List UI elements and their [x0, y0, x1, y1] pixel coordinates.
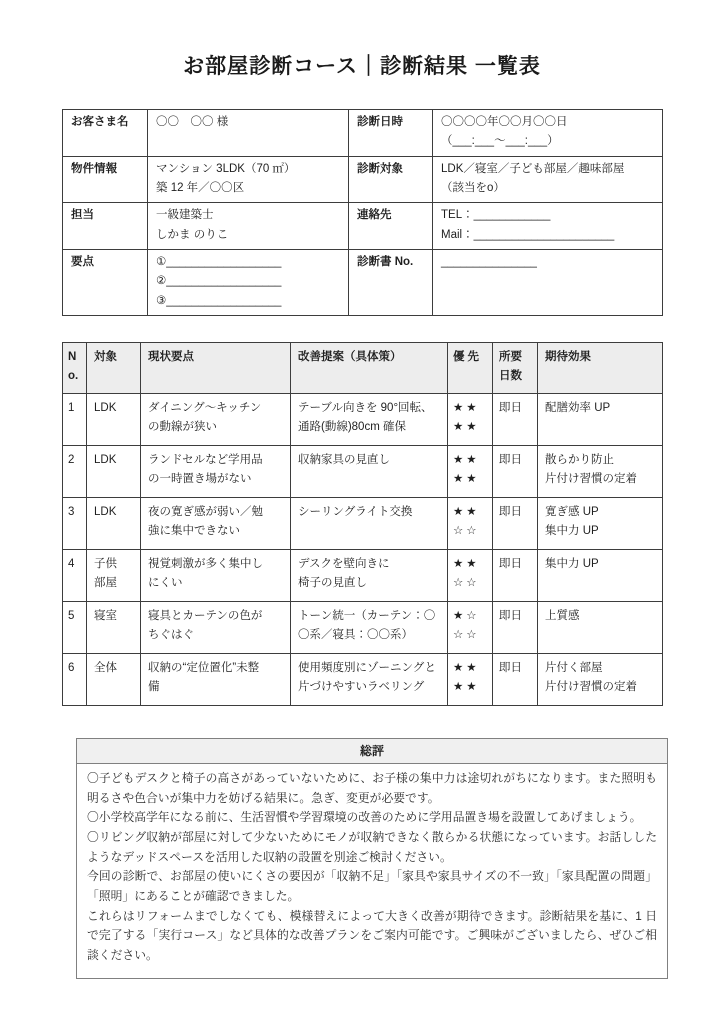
text-line: 〇〇〇〇年〇〇月〇〇日: [441, 116, 568, 128]
cell-proposal: [291, 445, 448, 497]
cell-days: 即日: [493, 497, 538, 549]
text-line: 子供: [94, 557, 117, 570]
text-line: LDK: [94, 401, 117, 414]
priority-stars: ☆☆: [453, 577, 480, 590]
text-line: 片付く部屋: [545, 661, 603, 674]
text-line: 通路(動線)80cm 確保: [298, 421, 406, 434]
col-header-days: 所要日数: [493, 342, 538, 393]
diagnosis-row: [63, 601, 663, 653]
cell-priority: [448, 497, 493, 549]
cell-proposal: [291, 601, 448, 653]
priority-stars: ★☆: [453, 609, 480, 622]
text-line: 片付け習慣の定着: [545, 473, 637, 486]
report-no-value: [433, 249, 663, 315]
cell-target: [87, 653, 141, 705]
cell-proposal: [291, 653, 448, 705]
customer-name-value: [148, 110, 349, 157]
page-title: お部屋診断コース｜診断結果 一覧表: [183, 55, 541, 78]
cell-no: 6: [63, 653, 87, 705]
summary-heading: 総評: [77, 739, 667, 764]
key-point-blank-line: ①__________________: [156, 255, 282, 268]
priority-stars: ★★: [453, 453, 480, 466]
diagnosis-row: [63, 393, 663, 445]
cell-priority: [448, 445, 493, 497]
text-line: の一時置き場がない: [148, 473, 252, 486]
text-line: にくい: [148, 577, 183, 590]
text-line: マンション 3LDK（70 ㎡）: [156, 162, 296, 175]
col-header-target: 対象: [87, 342, 141, 393]
report-no-label: 診断書 No.: [349, 249, 433, 315]
cell-no: 5: [63, 601, 87, 653]
text-line: 上質感: [545, 609, 580, 622]
cell-target: [87, 497, 141, 549]
cell-no: 2: [63, 445, 87, 497]
text-line: LDK: [94, 453, 117, 466]
cell-priority: [448, 653, 493, 705]
cell-effect: [538, 549, 663, 601]
col-header-proposal: 改善提案（具体策）: [291, 342, 448, 393]
text-line: 視覚刺激が多く集中し: [148, 557, 263, 570]
cell-days: 即日: [493, 653, 538, 705]
col-header-no: No.: [63, 342, 87, 393]
text-line: 片づけやすいラベリング: [298, 681, 425, 694]
diagnosis-row: [63, 445, 663, 497]
cell-no: 3: [63, 497, 87, 549]
text-line: 一級建築士: [156, 209, 214, 222]
cell-target: [87, 393, 141, 445]
cell-effect: [538, 445, 663, 497]
cell-no: 4: [63, 549, 87, 601]
cell-current-issue: [141, 445, 291, 497]
cell-current-issue: [141, 653, 291, 705]
cell-days: 即日: [493, 601, 538, 653]
text-line: しかま のりこ: [156, 228, 229, 241]
cell-proposal: [291, 393, 448, 445]
cell-effect: [538, 393, 663, 445]
summary-paragraph: これらはリフォームまでしなくても、模様替えによって大きく改善が期待できます。診断結果を基に、1 日で完了する「実行コース」など具体的な改善プランをご案内可能です。ご興味がございましたら、ぜひご相談ください。: [87, 908, 657, 963]
diagnosis-datetime-value: [433, 110, 663, 157]
text-line: 〇系／寝具：〇〇系）: [298, 629, 413, 642]
contact-label: 連絡先: [349, 203, 433, 250]
priority-stars: ★★: [453, 505, 480, 518]
property-info-value: [148, 156, 349, 203]
customer-info-table: [62, 109, 663, 316]
text-line: 強に集中できない: [148, 525, 240, 538]
summary-body: [77, 764, 667, 978]
priority-stars: ☆☆: [453, 525, 480, 538]
text-line: 散らかり防止: [545, 453, 614, 466]
text-line: 部屋: [94, 577, 117, 590]
text-line: の動線が狭い: [148, 421, 217, 434]
cell-proposal: [291, 497, 448, 549]
cell-days: 即日: [493, 549, 538, 601]
text-line: トーン統一（カーテン：〇: [298, 609, 436, 622]
cell-effect: [538, 497, 663, 549]
text-line: ランドセルなど学用品: [148, 453, 263, 466]
text-line: 全体: [94, 661, 117, 674]
text-line: 集中力 UP: [545, 557, 599, 570]
cell-days: 即日: [493, 445, 538, 497]
priority-stars: ★★: [453, 401, 480, 414]
key-points-value: [148, 249, 349, 315]
info-row-staff: [63, 203, 663, 250]
text-line: 収納家具の見直し: [298, 453, 390, 466]
customer-name-label: お客さま名: [63, 110, 148, 157]
text-line: デスクを壁向きに: [298, 557, 390, 570]
text-line: 〇〇 〇〇 様: [156, 116, 229, 128]
cell-target: [87, 549, 141, 601]
staff-label: 担当: [63, 203, 148, 250]
key-point-blank-line: ②__________________: [156, 275, 282, 288]
text-line: 配膳効率 UP: [545, 401, 611, 414]
text-line: 夜の寛ぎ感が弱い／勉: [148, 505, 263, 518]
cell-priority: [448, 601, 493, 653]
text-line: LDK: [94, 505, 117, 518]
priority-stars: ☆☆: [453, 629, 480, 642]
text-line: 椅子の見直し: [298, 577, 367, 590]
cell-effect: [538, 601, 663, 653]
info-row-customer: [63, 110, 663, 157]
col-header-priority: 優先: [448, 342, 493, 393]
text-line: 築 12 年／〇〇区: [156, 181, 245, 194]
priority-stars: ★★: [453, 557, 480, 570]
text-line: 備: [148, 681, 160, 694]
cell-priority: [448, 549, 493, 601]
diagnosis-target-label: 診断対象: [349, 156, 433, 203]
col-header-effect: 期待効果: [538, 342, 663, 393]
text-line: ダイニング～キッチン: [148, 401, 262, 414]
tel-blank-line: TEL：____________: [441, 209, 551, 222]
diagnosis-row: [63, 549, 663, 601]
key-points-label: 要点: [63, 249, 148, 315]
text-line: 収納の“定位置化”未整: [148, 661, 260, 674]
cell-priority: [448, 393, 493, 445]
summary-paragraph: 〇小学校高学年になる前に、生活習慣や学習環境の改善のために学用品置き場を設置してあげましょう。: [87, 810, 642, 825]
diagnosis-result-table: [62, 342, 663, 706]
report-no-blank-line: _______________: [441, 255, 537, 268]
diagnosis-row: [63, 497, 663, 549]
diagnosis-header-row: [63, 342, 663, 393]
key-point-blank-line: ③__________________: [156, 294, 282, 307]
text-line: テーブル向きを 90°回転、: [298, 401, 433, 414]
text-line: 集中力 UP: [545, 525, 599, 538]
cell-target: [87, 601, 141, 653]
info-row-key-points: [63, 249, 663, 315]
cell-effect: [538, 653, 663, 705]
diagnosis-datetime-label: 診断日時: [349, 110, 433, 157]
cell-target: [87, 445, 141, 497]
property-info-label: 物件情報: [63, 156, 148, 203]
cell-current-issue: [141, 549, 291, 601]
summary-paragraph: 〇リビング収納が部屋に対して少ないためにモノが収納できなく散らかる状態になっています。お話ししたようなデッドスペースを活用した収納の設置を別途ご検討ください。: [87, 829, 657, 864]
text-line: （該当をo）: [441, 181, 505, 194]
contact-value: [433, 203, 663, 250]
summary-paragraph: 〇子どもデスクと椅子の高さがあっていないために、お子様の集中力は途切れがちになります。また照明も明るさや色合いが集中力を妨げる結果に。急ぎ、変更が必要です。: [87, 770, 657, 805]
text-line: 使用頻度別にゾーニングと: [298, 661, 436, 674]
text-line: （___:___～___:___）: [441, 135, 559, 148]
priority-stars: ★★: [453, 421, 480, 434]
summary-section: [76, 738, 668, 979]
cell-current-issue: [141, 601, 291, 653]
text-line: 片付け習慣の定着: [545, 681, 637, 694]
priority-stars: ★★: [453, 681, 480, 694]
diagnosis-row: [63, 653, 663, 705]
text-line: 寝具とカーテンの色が: [148, 609, 263, 622]
text-line: 寛ぎ感 UP: [545, 505, 599, 518]
text-line: LDK／寝室／子ども部屋／趣味部屋: [441, 162, 625, 175]
cell-current-issue: [141, 497, 291, 549]
summary-paragraph: 今回の診断で、お部屋の使いにくさの要因が「収納不足」「家具や家具サイズの不一致」「家具配置の問題」「照明」にあることが確認できました。: [87, 869, 657, 904]
priority-stars: ★★: [453, 661, 480, 674]
cell-no: 1: [63, 393, 87, 445]
info-row-property: [63, 156, 663, 203]
mail-blank-line: Mail：______________________: [441, 228, 615, 241]
cell-current-issue: [141, 393, 291, 445]
staff-value: [148, 203, 349, 250]
diagnosis-target-value: [433, 156, 663, 203]
cell-days: 即日: [493, 393, 538, 445]
col-header-current-issue: 現状要点: [141, 342, 291, 393]
text-line: ちぐはぐ: [148, 629, 194, 642]
text-line: 寝室: [94, 609, 117, 622]
priority-stars: ★★: [453, 473, 480, 486]
text-line: シーリングライト交換: [298, 505, 413, 518]
cell-proposal: [291, 549, 448, 601]
